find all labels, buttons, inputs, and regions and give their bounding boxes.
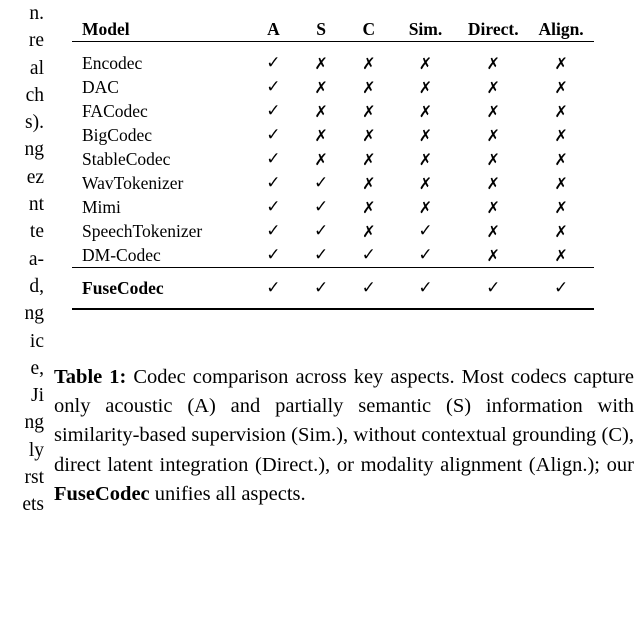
cell-s: [297, 75, 345, 99]
check-icon: ✓: [266, 149, 281, 169]
cell-align: [528, 99, 594, 123]
cross-icon: ✗: [418, 149, 433, 169]
check-icon: ✓: [266, 125, 281, 145]
check-icon: ✓: [313, 221, 329, 241]
caption-text-part1: Codec comparison across key aspects. Most codecs capture only acoustic (A) and partially semantic (S) information with similarity-based supervision (Sim.), without contextual grounding (C), direct latent integration (Direct.), or modality alignment (Align.); our: [54, 366, 634, 476]
cross-icon: ✗: [486, 53, 500, 73]
check-icon: ✓: [266, 278, 281, 298]
gutter-line: n.: [29, 3, 44, 24]
check-icon: ✓: [418, 278, 433, 298]
cross-icon: ✗: [486, 173, 500, 193]
table-header-row: [72, 18, 594, 42]
gutter-line: ng: [24, 303, 44, 325]
cross-icon: ✗: [362, 53, 376, 73]
column-header-a: A: [250, 18, 298, 42]
cross-icon: ✗: [362, 221, 376, 241]
check-icon: ✓: [313, 278, 329, 298]
cross-icon: ✗: [554, 77, 568, 97]
cell-align: [528, 219, 594, 243]
column-header-c: C: [345, 18, 393, 42]
cell-c: [345, 42, 393, 76]
cell-a: [250, 219, 298, 243]
cell-sim: [393, 243, 459, 268]
cell-s: [297, 171, 345, 195]
gutter-line: s).: [25, 112, 44, 134]
table-row: [72, 195, 594, 219]
cell-align: [528, 243, 594, 268]
cell-direct: [458, 123, 528, 147]
cell-a: [250, 171, 298, 195]
table-row: [72, 42, 594, 76]
cross-icon: ✗: [418, 173, 433, 193]
cell-direct: [458, 243, 528, 268]
cross-icon: ✗: [418, 125, 433, 145]
cell-align: [528, 171, 594, 195]
cell-a: [250, 268, 298, 309]
cross-icon: ✗: [418, 197, 433, 217]
table-row: [72, 171, 594, 195]
check-icon: ✓: [553, 278, 569, 298]
check-icon: ✓: [361, 245, 376, 265]
caption-label: Table 1:: [54, 366, 127, 388]
cell-direct: [458, 42, 528, 76]
cell-a: [250, 243, 298, 268]
cross-icon: ✗: [314, 149, 328, 169]
check-icon: ✓: [266, 77, 281, 97]
cross-icon: ✗: [418, 53, 433, 73]
cell-align: [528, 75, 594, 99]
check-icon: ✓: [266, 245, 281, 265]
cross-icon: ✗: [362, 77, 376, 97]
cross-icon: ✗: [314, 53, 328, 73]
cross-icon: ✗: [486, 221, 500, 241]
cell-model: DM-Codec: [82, 244, 161, 265]
cell-model: StableCodec: [82, 148, 171, 169]
cell-sim: [393, 268, 459, 309]
cross-icon: ✗: [362, 149, 376, 169]
cross-icon: ✗: [486, 77, 500, 97]
gutter-line: ets: [22, 494, 44, 516]
check-icon: ✓: [418, 245, 433, 265]
table-row: [72, 219, 594, 243]
cell-model: BigCodec: [82, 124, 152, 145]
cell-a: [250, 99, 298, 123]
cross-icon: ✗: [554, 173, 568, 193]
table-body: [72, 42, 594, 268]
gutter-line: ez: [26, 166, 44, 188]
cross-icon: ✗: [314, 125, 328, 145]
caption-bold-term: FuseCodec: [54, 482, 150, 505]
gutter-line: ly: [28, 439, 44, 461]
cell-s: [297, 123, 345, 147]
cell-model: Encodec: [82, 52, 143, 73]
column-header-sim: Sim.: [393, 18, 459, 42]
gutter-line: e,: [30, 357, 44, 379]
table-row-highlight: [72, 268, 594, 309]
cell-direct: [458, 195, 528, 219]
check-icon: ✓: [266, 221, 281, 241]
cell-c: [345, 99, 393, 123]
cross-icon: ✗: [486, 125, 500, 145]
cell-c: [345, 195, 393, 219]
check-icon: ✓: [266, 173, 281, 193]
cell-s: [297, 147, 345, 171]
cross-icon: ✗: [554, 125, 568, 145]
cell-model: FACodec: [82, 100, 148, 121]
cross-icon: ✗: [362, 101, 376, 121]
cell-sim: [393, 99, 459, 123]
check-icon: ✓: [266, 197, 281, 217]
cell-direct: [458, 75, 528, 99]
cross-icon: ✗: [418, 77, 433, 97]
table-row: [72, 243, 594, 268]
cell-s: [297, 195, 345, 219]
table-row: [72, 147, 594, 171]
cell-sim: [393, 75, 459, 99]
check-icon: ✓: [266, 101, 281, 121]
cross-icon: ✗: [554, 245, 568, 265]
table-row: [72, 123, 594, 147]
cell-sim: [393, 171, 459, 195]
cell-align: [528, 123, 594, 147]
gutter-line: nt: [28, 194, 44, 216]
cell-s: [297, 268, 345, 309]
cell-align: [528, 147, 594, 171]
cell-direct: [458, 147, 528, 171]
gutter-line: d,: [29, 275, 44, 297]
gutter-line: re: [28, 30, 44, 52]
cell-a: [250, 195, 298, 219]
cell-c: [345, 219, 393, 243]
cell-c: [345, 75, 393, 99]
cell-sim: [393, 219, 459, 243]
cell-align: [528, 42, 594, 76]
cell-s: [297, 219, 345, 243]
cell-a: [250, 75, 298, 99]
check-icon: ✓: [486, 278, 501, 298]
check-icon: ✓: [418, 221, 433, 241]
gutter-line: rst: [24, 467, 44, 489]
cross-icon: ✗: [314, 77, 328, 97]
figure-caption: [54, 363, 634, 509]
cell-model: Mimi: [82, 196, 121, 217]
table-figure: [54, 0, 641, 310]
cell-sim: [393, 195, 459, 219]
cross-icon: ✗: [362, 197, 376, 217]
cross-icon: ✗: [554, 53, 568, 73]
cell-a: [250, 123, 298, 147]
gutter-line: te: [29, 221, 44, 243]
cell-direct: [458, 268, 528, 309]
cell-c: [345, 171, 393, 195]
cell-c: [345, 243, 393, 268]
cell-s: [297, 243, 345, 268]
codec-comparison-table: [72, 18, 594, 308]
cell-c: [345, 123, 393, 147]
column-header-direct: Direct.: [458, 18, 528, 42]
cross-icon: ✗: [362, 173, 376, 193]
gutter-line: ic: [29, 330, 44, 352]
check-icon: ✓: [313, 245, 329, 265]
table-row: [72, 75, 594, 99]
cell-align: [528, 195, 594, 219]
cross-icon: ✗: [486, 149, 500, 169]
check-icon: ✓: [313, 173, 329, 193]
gutter-line: a-: [28, 248, 44, 270]
cell-a: [250, 42, 298, 76]
cell-sim: [393, 123, 459, 147]
cell-align: [528, 268, 594, 309]
gutter-line: al: [29, 57, 44, 79]
cross-icon: ✗: [554, 101, 568, 121]
caption-text-part2: unifies all aspects.: [149, 482, 306, 505]
cross-icon: ✗: [554, 149, 568, 169]
cell-direct: [458, 171, 528, 195]
cell-model: SpeechTokenizer: [82, 220, 203, 241]
check-icon: ✓: [361, 278, 376, 298]
cross-icon: ✗: [486, 197, 500, 217]
cell-model: WavTokenizer: [82, 172, 184, 193]
cell-sim: [393, 147, 459, 171]
cross-icon: ✗: [314, 101, 328, 121]
left-column-gutter-text: [0, 0, 48, 626]
cell-model: FuseCodec: [72, 268, 250, 309]
cross-icon: ✗: [554, 221, 568, 241]
cross-icon: ✗: [362, 125, 376, 145]
cross-icon: ✗: [486, 245, 500, 265]
check-icon: ✓: [266, 53, 281, 73]
cell-sim: [393, 42, 459, 76]
column-header-align: Align.: [528, 18, 594, 42]
cell-direct: [458, 219, 528, 243]
table-row: [72, 99, 594, 123]
gutter-line: Ji: [30, 385, 44, 407]
table-footer: [72, 268, 594, 309]
cell-c: [345, 147, 393, 171]
cross-icon: ✗: [418, 101, 433, 121]
cell-s: [297, 99, 345, 123]
cell-a: [250, 147, 298, 171]
column-header-model: Model: [72, 18, 250, 42]
gutter-line: ng: [24, 139, 44, 161]
cell-model: DAC: [82, 76, 119, 97]
cell-direct: [458, 99, 528, 123]
gutter-line: ng: [24, 412, 44, 434]
table-bottom-rule: [72, 308, 594, 310]
cross-icon: ✗: [554, 197, 568, 217]
cross-icon: ✗: [486, 101, 500, 121]
cell-c: [345, 268, 393, 309]
cell-s: [297, 42, 345, 76]
check-icon: ✓: [313, 197, 329, 217]
column-header-s: S: [297, 18, 345, 42]
gutter-line: ch: [25, 84, 44, 106]
